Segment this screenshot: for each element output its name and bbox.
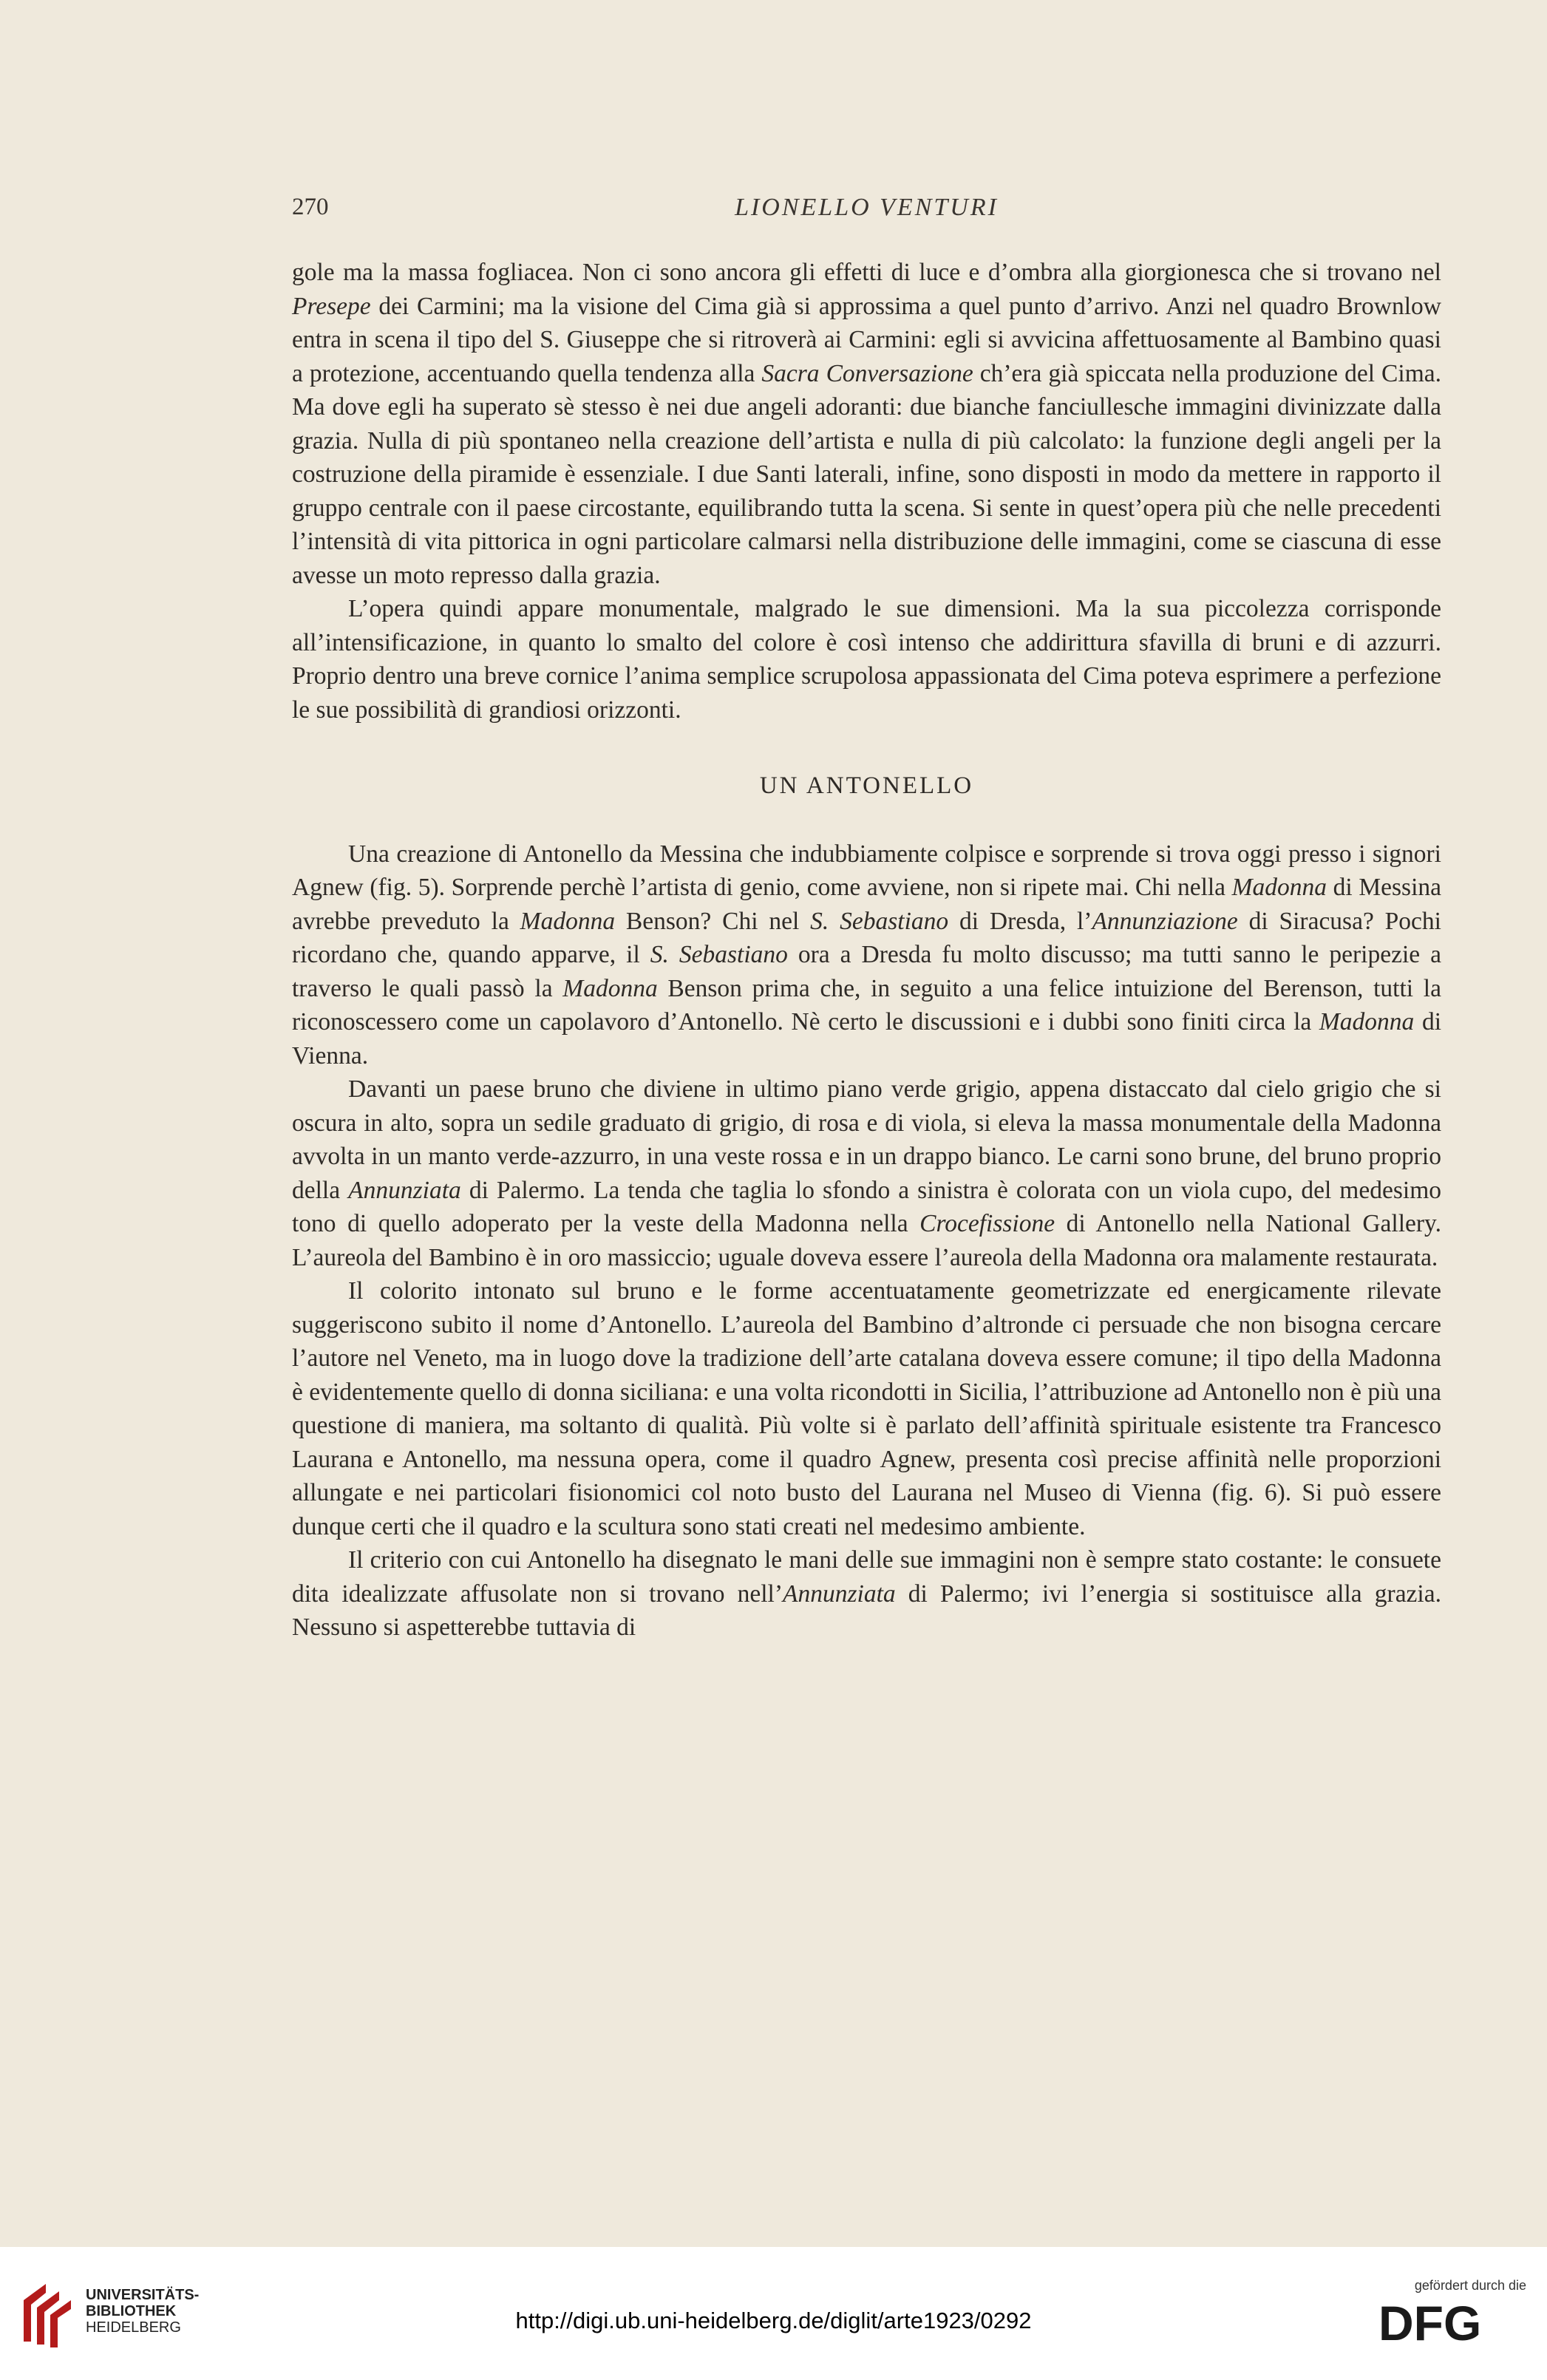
funding-label: gefördert durch die bbox=[1414, 2278, 1526, 2293]
italic-title: Madonna bbox=[562, 974, 658, 1002]
text-run: Davanti un paese bruno che diviene in ultimo piano verde grigio, appena distaccato dal cielo grigio che si oscura in alto, sopra un sedile graduato di grigio, di rosa e di viola, si eleva la massa monumentale della Madonna avvolta in un manto verde-azzurro, in una veste rossa e in un drappo bianco. Le carni sono brune, del bruno proprio della bbox=[292, 1075, 1441, 1204]
text-run: di Vienna. bbox=[292, 1008, 1441, 1070]
italic-title: Sacra Conversazione bbox=[761, 359, 973, 387]
text-run: di Messina avrebbe preveduto la bbox=[292, 874, 1441, 935]
italic-title: Madonna bbox=[1319, 1008, 1415, 1036]
paragraph bbox=[292, 1274, 1441, 1543]
text-run: di Palermo. La tenda che taglia lo sfondo a sinistra è colorata con un viola cupo, del medesimo tono di quello adoperato per la veste della Madonna nella bbox=[292, 1176, 1442, 1237]
library-name-line3: HEIDELBERG bbox=[86, 2319, 181, 2336]
italic-title: S. Sebastiano bbox=[650, 941, 788, 968]
page-number: 270 bbox=[292, 194, 329, 220]
italic-title: S. Sebastiano bbox=[810, 907, 949, 935]
text-run: ch’era già spiccata nella produzione del Cima. Ma dove egli ha superato sè stesso è nei due angeli adoranti: due bianche fanciullesche immagini divinizzate dalla grazia. Nulla di più spontaneo nella creazione dell’artista e nulla di più calcolato: la funzione degli angeli per la costruzione della piramide è essenziale. I due Santi laterali, infine, sono disposti in modo da mettere in rapporto il gruppo centrale con il paese circostante, equilibrando tutta la scena. Si sente in quest’opera più che nelle precedenti l’intensità di vita pittorica in ogni particolare calmarsi nella distribuzione delle immagini, come se ciascuna di esse avesse un moto represso dalla grazia. bbox=[292, 359, 1441, 589]
text-run: Il colorito intonato sul bruno e le forme accentuatamente geometrizzate ed energicamente rilevate suggeriscono subito il nome d’Antonello. L’aureola del Bambino d’altronde ci persuade che non bisogna cercare l’autore nel Veneto, ma in luogo dove la tradizione dell’arte catalana doveva essere comune; il tipo della Madonna è evidentemente quello di donna siciliana: e una volta ricondotti in Sicilia, l’attribuzione ad Antonello non è più una questione di maniera, ma soltanto di qualità. Più volte si è parlato dell’affinità spirituale esistente tra Francesco Laurana e Antonello, ma nessuna opera, come il quadro Agnew, presenta così precise affinità nelle proporzioni allungate e nei particolari fisionomici col noto busto del Laurana nel Museo di Vienna (fig. 6). Si può essere dunque certi che il quadro e la scultura sono stati creati nel medesimo ambiente. bbox=[292, 1277, 1441, 1540]
text-run: L’opera quindi appare monumentale, malgrado le sue dimensioni. Ma la sua piccolezza corrisponde all’intensificazione, in quanto lo smalto del colore è così intenso che addirittura sfavilla di bruni e di azzurri. Proprio dentro una breve cornice l’anima semplice scrupolosa appassionata del Cima poteva esprimere a perfezione le sue possibilità di grandiosi orizzonti. bbox=[292, 595, 1441, 724]
italic-title: Madonna bbox=[1231, 874, 1327, 901]
body-text bbox=[292, 256, 1441, 1645]
paragraph bbox=[292, 837, 1441, 1073]
text-run: dei Carmini; ma la visione del Cima già si approssima a quel punto d’arrivo. Anzi nel quadro Brownlow entra in scena il tipo del S. Giuseppe che si ritroverà ai Carmini: egli si avvicina affettuosamente al Bambino quasi a protezione, accentuando quella tendenza alla bbox=[292, 292, 1441, 387]
section-heading: UN ANTONELLO bbox=[759, 772, 974, 799]
page-header bbox=[292, 194, 1441, 238]
italic-title: Annunziata bbox=[783, 1580, 896, 1608]
library-name-line1: UNIVERSITÄTS- bbox=[86, 2287, 200, 2303]
text-run: gole ma la massa fogliacea. Non ci sono ancora gli effetti di luce e d’ombra alla giorgionesca che si trovano nel bbox=[292, 259, 1441, 286]
italic-title: Madonna bbox=[520, 907, 616, 935]
footer-bar bbox=[0, 2247, 1547, 2380]
paragraph bbox=[292, 1543, 1441, 1645]
text-run: Una creazione di Antonello da Messina che indubbiamente colpisce e sorprende si trova oggi presso i signori Agnew (fig. 5). Sorprende perchè l’artista di genio, come avviene, non si ripete mai. Chi nella bbox=[292, 840, 1441, 901]
text-run: Il criterio con cui Antonello ha disegnato le mani delle sue immagini non è sempre stato costante: le consuete dita idealizzate affusolate non si trovano nell’ bbox=[292, 1546, 1441, 1608]
italic-title: Annunziazione bbox=[1092, 907, 1238, 935]
text-run: di Palermo; ivi l’energia si sostituisce alla grazia. Nessuno si aspetterebbe tuttavia di bbox=[292, 1580, 1441, 1641]
permalink-url[interactable]: http://digi.ub.uni-heidelberg.de/diglit/arte1923/0292 bbox=[515, 2308, 1032, 2333]
italic-title: Annunziata bbox=[348, 1176, 461, 1204]
text-run: di Siracusa? Pochi ricordano che, quando apparve, il bbox=[292, 907, 1441, 968]
paragraph bbox=[292, 256, 1441, 592]
dfg-logo-icon bbox=[1378, 2299, 1526, 2346]
dfg-logo-text: DFG bbox=[1378, 2299, 1482, 2346]
paragraph bbox=[292, 1072, 1441, 1274]
italic-title: Crocefissione bbox=[919, 1210, 1055, 1237]
text-run: di Antonello nella National Gallery. L’aureola del Bambino è in oro massiccio; uguale doveva essere l’aureola della Madonna ora malamente restaurata. bbox=[292, 1210, 1441, 1271]
text-run: Benson prima che, in seguito a una felice intuizione del Berenson, tutti la riconoscessero come un capolavoro d’Antonello. Nè certo le discussioni e i dubbi sono finiti circa la bbox=[292, 974, 1441, 1036]
text-run: di Dresda, l’ bbox=[948, 907, 1092, 935]
library-name-line2: BIBLIOTHEK bbox=[86, 2303, 177, 2319]
running-head: LIONELLO VENTURI bbox=[735, 194, 999, 221]
text-run: Benson? Chi nel bbox=[615, 907, 811, 935]
italic-title: Presepe bbox=[292, 292, 371, 320]
text-run: ora a Dresda fu molto discusso; ma tutti sanno le peripezie a traverso le quali passò la bbox=[292, 941, 1441, 1002]
paragraph bbox=[292, 592, 1441, 727]
